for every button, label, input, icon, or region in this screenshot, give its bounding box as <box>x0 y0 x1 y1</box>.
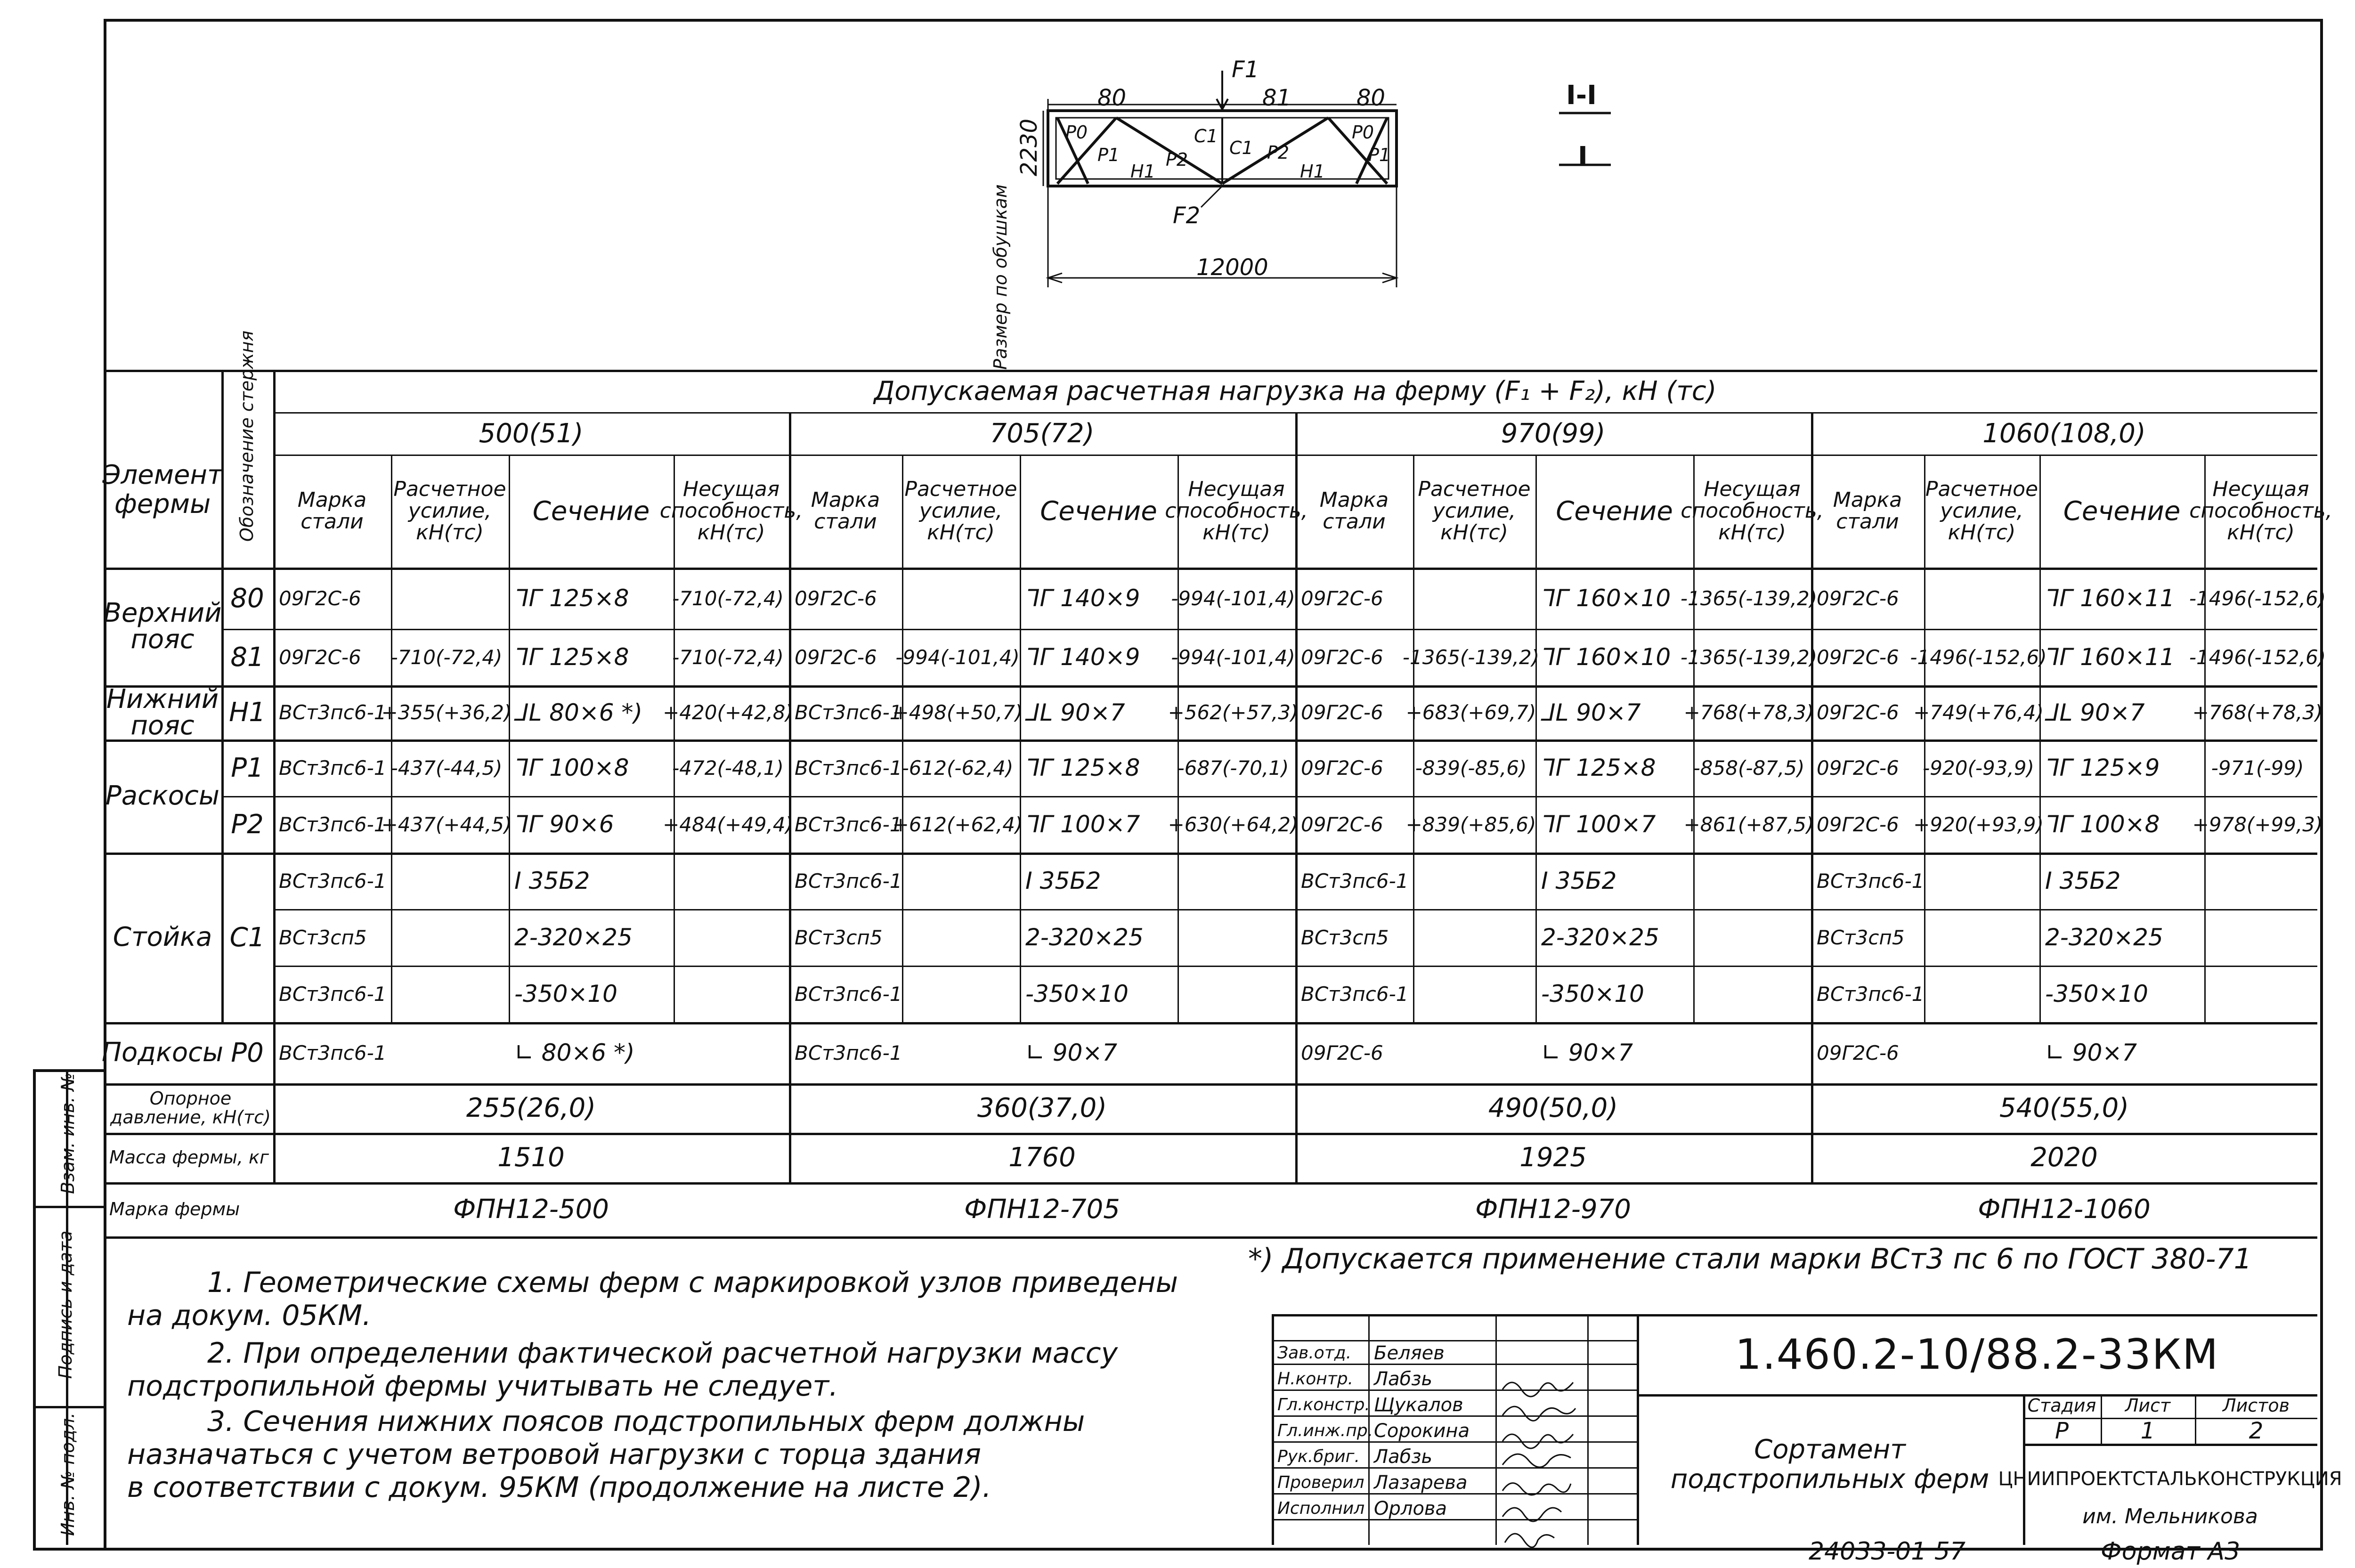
sub-header-1-2: Сечение <box>1040 496 1157 527</box>
table-cell: 2-320×25 <box>514 924 633 951</box>
sub-header-0-2: Сечение <box>532 496 650 527</box>
sub-header-0-1: Расчетное усилие, кН(тс) <box>393 477 506 545</box>
org-sub: им. Мельникова <box>2082 1504 2258 1528</box>
summary-value: 1925 <box>1519 1142 1587 1173</box>
org-name: ЦНИИПРОЕКТСТАЛЬКОНСТРУКЦИЯ <box>1998 1468 2342 1490</box>
table-cell: ВСт3пс6-1 <box>279 1041 387 1064</box>
stamp-name: Лабзь <box>1374 1446 1433 1468</box>
table-cell: ВСт3пс6-1 <box>279 869 387 893</box>
force-f2-label: F2 <box>1173 203 1201 229</box>
sub-header-3-2: Сечение <box>2063 496 2181 527</box>
table-cell: 09Г2С-6 <box>795 645 877 669</box>
table-cell: -994(-101,4) <box>895 645 1020 669</box>
table-cell: ВСт3пс6-1 <box>1817 982 1925 1006</box>
table-cell: -1496(-152,6) <box>2189 645 2326 669</box>
table-cell: 2-320×25 <box>2045 924 2163 951</box>
bar-label-p0-right: P0 <box>1352 122 1374 143</box>
sub-header-0-0: Марка стали <box>297 487 367 534</box>
table-cell: +749(+76,4) <box>1913 701 2044 724</box>
sub-header-1-0: Марка стали <box>811 487 880 534</box>
table-cell: +768(+78,3) <box>2192 701 2323 724</box>
table-cell: -687(-70,1) <box>1177 756 1289 780</box>
bar-label-c1-left: C1 <box>1194 126 1218 146</box>
sub-header-2-2: Сечение <box>1556 496 1673 527</box>
table-cell: -994(-101,4) <box>1171 586 1295 610</box>
sheet-value: 1 <box>2140 1417 2155 1444</box>
document-title: Сортамент подстропильных ферм <box>1670 1434 1990 1495</box>
table-cell: ВСт3пс6-1 <box>795 869 902 893</box>
document-code: 1.460.2-10/88.2-33КМ <box>1735 1330 2219 1379</box>
table-cell: ᒣᒥ 90×6 <box>514 811 614 838</box>
summary-value: 540(55,0) <box>1999 1093 2129 1123</box>
table-cell: 09Г2С-6 <box>795 586 877 610</box>
stamp-name: Орлова <box>1374 1497 1447 1519</box>
group-header-970: 970(99) <box>1501 418 1606 449</box>
table-cell: +861(+87,5) <box>1683 812 1814 836</box>
stamp-role: Гл.инж.пр. <box>1277 1421 1373 1440</box>
table-cell: +437(+44,5) <box>381 812 512 836</box>
dim-right: 80 <box>1356 85 1386 111</box>
stamp-role: Проверил <box>1277 1472 1364 1492</box>
table-cell: -350×10 <box>1025 980 1129 1007</box>
table-cell: I 35Б2 <box>1025 867 1101 894</box>
element-name: Стойка <box>113 922 212 952</box>
table-cell: ∟ 90×7 <box>2045 1039 2137 1066</box>
table-cell: ВСт3пс6-1 <box>795 1041 902 1064</box>
sheets-value: 2 <box>2249 1417 2264 1444</box>
bar-label-p2-left: P2 <box>1166 149 1188 170</box>
dim-mid: 81 <box>1262 85 1291 111</box>
format-label: Формат А3 <box>2101 1537 2241 1566</box>
summary-value: 360(37,0) <box>977 1093 1107 1123</box>
table-cell: -858(-87,5) <box>1693 756 1805 780</box>
sub-header-1-1: Расчетное усилие, кН(тс) <box>904 477 1017 545</box>
summary-label: Опорное давление, кН(тс) <box>110 1088 271 1128</box>
table-cell: ВСт3пс6-1 <box>1301 982 1409 1006</box>
bar-label-c1-right: C1 <box>1229 138 1253 158</box>
table-cell: ВСт3сп5 <box>279 926 367 949</box>
note-line-2: на докум. 05КМ. <box>127 1299 372 1332</box>
stamp-role: Зав.отд. <box>1277 1343 1352 1363</box>
table-cell: -472(-48,1) <box>672 756 784 780</box>
table-cell: ᒣᒥ 125×8 <box>514 643 629 671</box>
table-cell: 09Г2С-6 <box>1301 645 1383 669</box>
bar-label-p0-left: P0 <box>1065 122 1088 143</box>
table-cell: ВСт3пс6-1 <box>279 701 387 724</box>
note-line-5: 3. Сечения нижних поясов подстропильных ферм должны <box>207 1405 1085 1438</box>
summary-value: ФПН12-1060 <box>1978 1194 2151 1225</box>
bar-code: H1 <box>229 697 266 728</box>
summary-value: 1760 <box>1008 1142 1076 1173</box>
summary-value: ФПН12-500 <box>453 1194 609 1225</box>
table-cell: +768(+78,3) <box>1683 701 1814 724</box>
table-cell: -350×10 <box>2045 980 2148 1007</box>
summary-value: 255(26,0) <box>466 1093 596 1123</box>
table-cell: 09Г2С-6 <box>1817 645 1899 669</box>
table-cell: 09Г2С-6 <box>1817 586 1899 610</box>
bar-code: P1 <box>231 752 264 783</box>
bar-code: 81 <box>230 642 264 673</box>
footnote: *) Допускается применение стали марки ВСт3 пс 6 по ГОСТ 380-71 <box>1248 1243 2252 1276</box>
sub-header-2-3: Несущая способность, кН(тс) <box>1681 477 1824 545</box>
table-cell: ᒣᒥ 160×11 <box>2045 643 2175 671</box>
table-cell: ᒣᒥ 100×7 <box>1025 811 1140 838</box>
sub-header-2-1: Расчетное усилие, кН(тс) <box>1418 477 1531 545</box>
table-cell: ᒣᒥ 140×9 <box>1025 585 1140 612</box>
sub-header-0-3: Несущая способность, кН(тс) <box>659 477 803 545</box>
table-cell: +484(+49,4) <box>663 812 793 836</box>
bar-label-h1-right: H1 <box>1300 161 1325 182</box>
table-cell: ВСт3сп5 <box>795 926 883 949</box>
table-cell: 09Г2С-6 <box>1301 586 1383 610</box>
section-symbol: I <box>1578 141 1588 172</box>
table-cell: -1365(-139,2) <box>1680 586 1818 610</box>
table-cell: +978(+99,3) <box>2192 812 2323 836</box>
stamp-role: Н.контр. <box>1277 1369 1354 1389</box>
table-cell: +498(+50,7) <box>892 701 1023 724</box>
group-header-500: 500(51) <box>479 418 584 449</box>
table-cell: -710(-72,4) <box>672 586 784 610</box>
table-cell: 09Г2С-6 <box>279 586 361 610</box>
bar-code: C1 <box>229 922 265 953</box>
table-cell: ᒣᒥ 125×9 <box>2045 754 2160 781</box>
table-cell: 09Г2С-6 <box>1817 1041 1899 1064</box>
sub-header-3-0: Марка стали <box>1833 487 1902 534</box>
table-cell: -839(-85,6) <box>1415 756 1527 780</box>
table-cell: ВСт3пс6-1 <box>1817 869 1925 893</box>
load-header: Допускаемая расчетная нагрузка на ферму (F₁ + F₂), кН (тс) <box>874 375 1717 406</box>
summary-label: Марка фермы <box>109 1198 240 1219</box>
table-cell: ᒧᒪ 90×7 <box>2045 699 2145 726</box>
table-cell: -1496(-152,6) <box>1910 645 2047 669</box>
table-cell: ВСт3пс6-1 <box>279 756 387 780</box>
table-cell: ВСт3пс6-1 <box>795 756 902 780</box>
table-cell: 09Г2С-6 <box>1817 701 1899 724</box>
table-cell: +355(+36,2) <box>381 701 512 724</box>
summary-label: Масса фермы, кг <box>109 1146 269 1168</box>
table-cell: 2-320×25 <box>1025 924 1144 951</box>
section-title: I-I <box>1566 80 1597 111</box>
bottom-number: 24033-01 57 <box>1809 1537 1966 1566</box>
stage-label: Стадия <box>2027 1395 2096 1416</box>
dim-left: 80 <box>1097 85 1127 111</box>
table-cell: -1365(-139,2) <box>1402 645 1540 669</box>
group-header-705: 705(72) <box>990 418 1095 449</box>
table-cell: +839(+85,6) <box>1405 812 1536 836</box>
table-cell: -971(-99) <box>2211 756 2304 780</box>
sub-header-2-0: Марка стали <box>1319 487 1389 534</box>
element-name: Верхний пояс <box>103 598 222 655</box>
note-line-4: подстропильной фермы учитывать не следует. <box>127 1370 838 1403</box>
table-cell: -1365(-139,2) <box>1680 645 1818 669</box>
sub-header-1-3: Несущая способность, кН(тс) <box>1165 477 1308 545</box>
note-line-3: 2. При определении фактической расчетной нагрузки массу <box>207 1337 1118 1370</box>
table-cell: 2-320×25 <box>1541 924 1659 951</box>
table-cell: ᒧᒪ 90×7 <box>1541 699 1641 726</box>
table-cell: ᒣᒥ 100×8 <box>2045 811 2160 838</box>
table-cell: 09Г2С-6 <box>1301 1041 1383 1064</box>
note-line-6: назначаться с учетом ветровой нагрузки с торца здания <box>127 1438 981 1471</box>
table-cell: ᒣᒥ 160×11 <box>2045 585 2175 612</box>
left-strip-inv: Инв. № подл. <box>57 1412 79 1536</box>
bar-label-h1-left: H1 <box>1130 161 1155 182</box>
table-cell: ∟ 90×7 <box>1025 1039 1118 1066</box>
table-cell: ВСт3сп5 <box>1817 926 1905 949</box>
dim-height: 2230 <box>1016 118 1042 177</box>
table-cell: ВСт3пс6-1 <box>279 982 387 1006</box>
element-name: Нижний пояс <box>106 683 219 741</box>
table-cell: +920(+93,9) <box>1913 812 2044 836</box>
table-cell: I 35Б2 <box>1541 867 1617 894</box>
sub-header-3-3: Несущая способность, кН(тс) <box>2189 477 2332 545</box>
note-line-1: 1. Геометрические схемы ферм с маркировкой узлов приведены <box>207 1266 1178 1299</box>
table-cell: -612(-62,4) <box>901 756 1014 780</box>
table-cell: ∟ 90×7 <box>1541 1039 1633 1066</box>
table-cell: 09Г2С-6 <box>279 645 361 669</box>
table-cell: -710(-72,4) <box>390 645 503 669</box>
table-cell: ВСт3пс6-1 <box>795 982 902 1006</box>
force-f1-label: F1 <box>1232 57 1259 83</box>
table-cell: -1496(-152,6) <box>2189 586 2326 610</box>
table-cell: ∟ 80×6 *) <box>514 1039 635 1066</box>
summary-value: 490(50,0) <box>1488 1093 1618 1123</box>
bar-code: P2 <box>231 809 264 840</box>
summary-value: 2020 <box>2030 1142 2098 1173</box>
table-cell: 09Г2С-6 <box>1301 756 1383 780</box>
note-line-7: в соответствии с докум. 95КМ (продолжение на листе 2). <box>127 1471 991 1504</box>
bar-code: 80 <box>230 583 264 614</box>
stamp-role: Гл.констр. <box>1277 1395 1370 1414</box>
stamp-name: Лазарева <box>1374 1471 1468 1494</box>
left-strip-vzam: Взам. инв. № <box>57 1072 79 1194</box>
table-cell: ᒧᒪ 90×7 <box>1025 699 1125 726</box>
sub-header-3-1: Расчетное усилие, кН(тс) <box>1925 477 2038 545</box>
table-cell: I 35Б2 <box>514 867 590 894</box>
sheets-label: Листов <box>2223 1395 2290 1416</box>
sheet-label: Лист <box>2125 1395 2171 1416</box>
stamp-name: Щукалов <box>1374 1394 1463 1416</box>
table-cell: -437(-44,5) <box>390 756 503 780</box>
table-cell: ᒣᒥ 100×7 <box>1541 811 1656 838</box>
table-cell: +683(+69,7) <box>1405 701 1536 724</box>
bar-header: Обозначение стержня <box>236 330 258 542</box>
bar-label-p1-right: P1 <box>1368 145 1391 165</box>
table-cell: ВСт3пс6-1 <box>795 812 902 836</box>
bar-label-p1-left: P1 <box>1097 145 1120 165</box>
table-cell: ᒣᒥ 160×10 <box>1541 643 1671 671</box>
stamp-role: Рук.бриг. <box>1277 1446 1360 1466</box>
table-cell: +562(+57,3) <box>1168 701 1299 724</box>
table-cell: 09Г2С-6 <box>1301 701 1383 724</box>
summary-value: ФПН12-705 <box>964 1194 1120 1225</box>
table-cell: ᒣᒥ 125×8 <box>514 585 629 612</box>
stamp-role: Исполнил <box>1277 1498 1365 1518</box>
table-cell: ВСт3сп5 <box>1301 926 1389 949</box>
stamp-name: Беляев <box>1374 1342 1445 1364</box>
table-cell: I 35Б2 <box>2045 867 2121 894</box>
table-cell: ᒣᒥ 125×8 <box>1541 754 1656 781</box>
bar-code: P0 <box>231 1037 264 1068</box>
table-cell: ᒣᒥ 160×10 <box>1541 585 1671 612</box>
group-header-1060: 1060(108,0) <box>1982 418 2146 449</box>
table-cell: -710(-72,4) <box>672 645 784 669</box>
table-cell: ВСт3пс6-1 <box>279 812 387 836</box>
table-cell: ᒧᒪ 80×6 *) <box>514 699 642 726</box>
stamp-name: Сорокина <box>1374 1420 1470 1442</box>
table-cell: ᒣᒥ 100×8 <box>514 754 629 781</box>
side-label: Размер по обушкам <box>990 184 1011 370</box>
table-cell: ВСт3пс6-1 <box>1301 869 1409 893</box>
element-name: Подкосы <box>101 1037 224 1068</box>
table-cell: +630(+64,2) <box>1168 812 1299 836</box>
table-cell: -350×10 <box>514 980 617 1007</box>
table-cell: 09Г2С-6 <box>1301 812 1383 836</box>
dim-length: 12000 <box>1196 254 1268 281</box>
table-cell: 09Г2С-6 <box>1817 812 1899 836</box>
left-strip-sign: Подпись и дата <box>55 1230 76 1379</box>
table-cell: 09Г2С-6 <box>1817 756 1899 780</box>
table-cell: ᒣᒥ 140×9 <box>1025 643 1140 671</box>
summary-value: ФПН12-970 <box>1475 1194 1631 1225</box>
table-cell: +612(+62,4) <box>892 812 1023 836</box>
table-cell: ВСт3пс6-1 <box>795 701 902 724</box>
table-cell: +420(+42,8) <box>663 701 793 724</box>
stamp-name: Лабзь <box>1374 1368 1433 1390</box>
summary-value: 1510 <box>497 1142 565 1173</box>
element-name: Раскосы <box>106 780 219 811</box>
table-cell: -920(-93,9) <box>1923 756 2034 780</box>
table-cell: -994(-101,4) <box>1171 645 1295 669</box>
bar-label-p2-right: P2 <box>1267 142 1290 163</box>
element-header: Элемент фермы <box>102 460 223 520</box>
table-cell: ᒣᒥ 125×8 <box>1025 754 1140 781</box>
table-cell: -350×10 <box>1541 980 1644 1007</box>
stage-value: Р <box>2055 1417 2069 1444</box>
